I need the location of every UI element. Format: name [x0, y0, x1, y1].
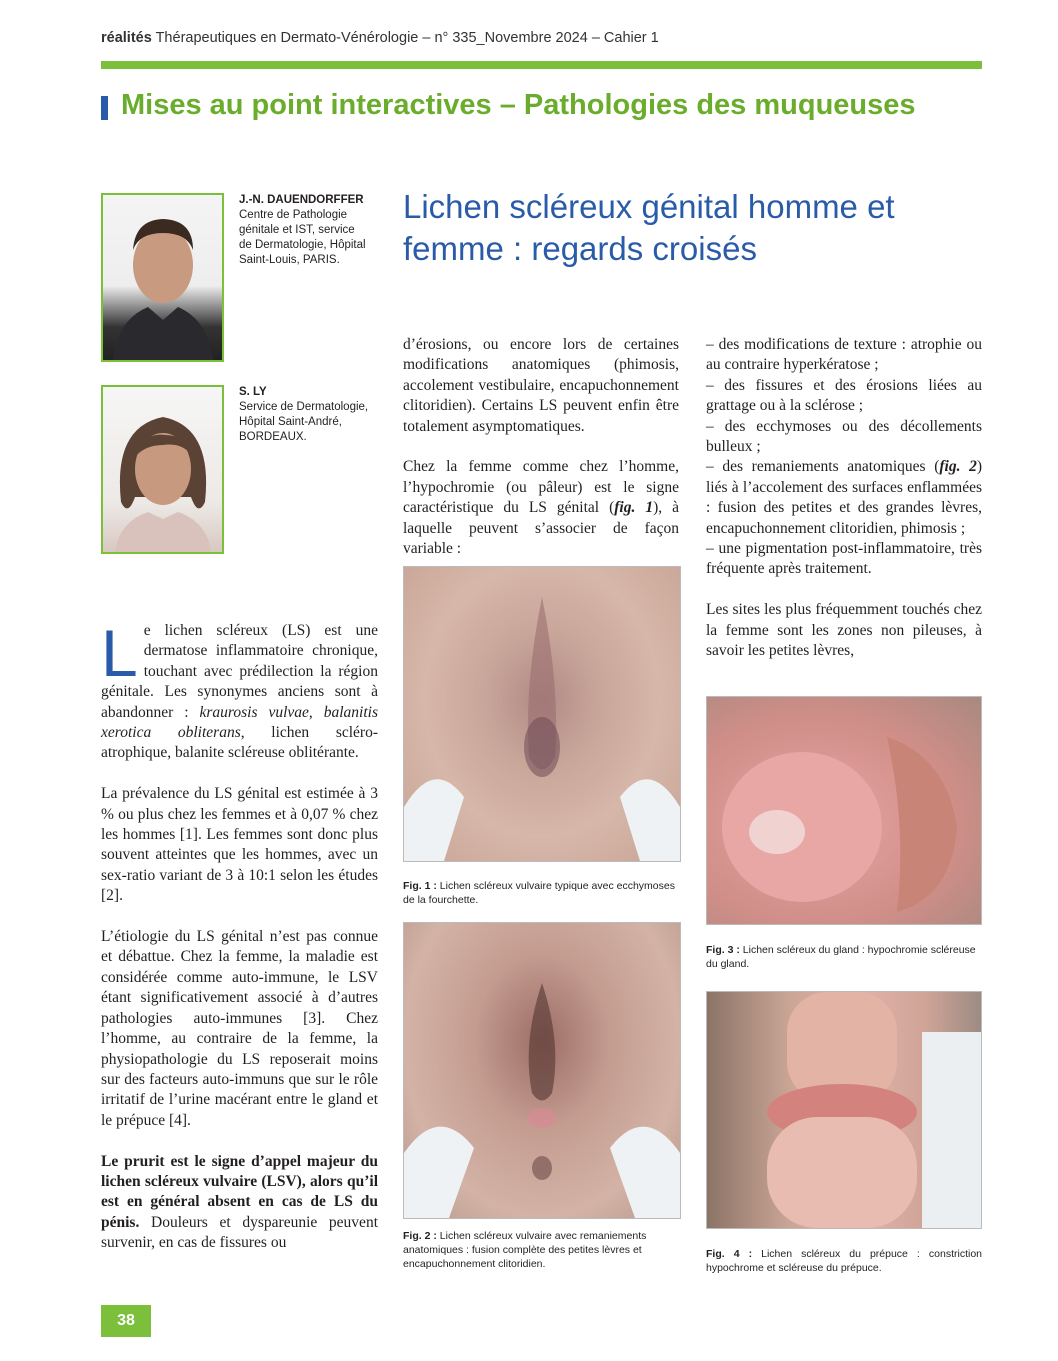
caption-text: Lichen scléreux du prépuce : constriction hypochrome et scléreuse du prépuce.: [706, 1248, 982, 1274]
header-rule: [101, 61, 982, 69]
section-marker: [101, 96, 108, 120]
figure-4-illustration: [707, 992, 981, 1228]
author-affiliation: Centre de Pathologie génitale et IST, service de Dermatologie, Hôpital Saint-Louis, PARIS.: [239, 209, 366, 266]
figure-reference: fig. 1: [614, 499, 654, 517]
italic-term: balanitis xerotica obliterans: [101, 703, 378, 742]
text-run: Douleurs et dyspareunie peuvent survenir, en cas de fissures ou: [101, 1213, 378, 1252]
list-item: – des ecchymoses ou des décollements bulleux ;: [706, 417, 982, 456]
paragraph: L’étiologie du LS génital n’est pas connue et débattue. Chez la femme, la maladie est considérée comme auto-immune, le LSV étant significativement associé à d’autres pathologies auto-immunes [3]. Chez l’homme, au contraire de la femme, la physiopathologie du LS reposerait moins sur des facteurs auto-immuns que sur le rôle irritatif de l’urine macérant entre le gland et le prépuce [4].: [101, 928, 378, 1129]
figure-2-illustration: [404, 923, 680, 1218]
figure-1-image: [403, 566, 681, 862]
drop-cap: L: [101, 616, 138, 690]
figure-1-caption: [403, 879, 681, 907]
figure-3-caption: [706, 943, 982, 971]
page-number: 38: [101, 1305, 151, 1337]
author-block-1: [239, 193, 369, 268]
paragraph: Les sites les plus fréquemment touchés chez la femme sont les zones non pileuses, à savoir les petites lèvres,: [706, 601, 982, 660]
author-block-2: [239, 385, 384, 445]
figure-label: Fig. 1 :: [403, 880, 437, 892]
paragraph: [403, 457, 679, 559]
text-run: e lichen scléreux (LS) est une dermatose inflammatoire chronique, touchant avec prédilection la région génitale. Les synonymes anciens sont à abandonner :: [101, 622, 378, 721]
text-run: Chez la femme comme chez l’homme, l’hypochromie (ou pâleur) est le signe caractéristique du LS génital (: [403, 458, 679, 517]
caption-text: Lichen scléreux du gland : hypochromie scléreuse du gland.: [706, 944, 976, 970]
list-item: – une pigmentation post-inflammatoire, très fréquente après traitement.: [706, 540, 982, 578]
caption-text: Lichen scléreux vulvaire avec remaniements anatomiques : fusion complète des petites lèvres et encapuchonnement clitoridien.: [403, 1230, 647, 1270]
text-run: – des remaniements anatomiques (: [706, 458, 940, 476]
caption-text: Lichen scléreux vulvaire typique avec ecchymoses de la fourchette.: [403, 880, 675, 906]
figure-3-image: [706, 696, 982, 925]
paragraph: d’érosions, ou encore lors de certaines modifications anatomiques (phimosis, accolement vestibulaire, encapuchonnement clitoridien). Certains LS peuvent enfin être totalement asymptomatiques.: [403, 336, 679, 435]
list-item: – des modifications de texture : atrophie ou au contraire hyperkératose ;: [706, 336, 982, 374]
text-column-3: [706, 335, 982, 682]
running-header: [101, 30, 659, 46]
figure-2-caption: [403, 1229, 681, 1271]
figure-label: Fig. 3 :: [706, 944, 740, 956]
figure-reference: fig. 2: [939, 458, 977, 476]
figure-4-image: [706, 991, 982, 1229]
author-photo-2: [101, 385, 224, 554]
section-title: Mises au point interactives – Pathologies des muqueuses: [121, 89, 916, 121]
figure-1-illustration: [404, 567, 680, 861]
portrait-woman-image: [103, 387, 222, 552]
author-photo-1: [101, 193, 224, 362]
header-details: Thérapeutiques en Dermato-Vénérologie – n° 335_Novembre 2024 – Cahier 1: [155, 30, 659, 46]
italic-term: kraurosis vulvae: [199, 703, 309, 721]
text-run: ), à laquelle peuvent s’associer de façon variable :: [403, 499, 679, 558]
text-run: ) liés à l’accolement des surfaces enflammées : fusion des petites et des grandes lèvres, encapuchonnement clitoridien, phimosis ;: [706, 458, 982, 537]
paragraph: La prévalence du LS génital est estimée à 3 % ou plus chez les femmes et à 0,07 % chez les hommes [1]. Les femmes sont donc plus souvent atteintes que les hommes, avec un sex-ratio variant de 3 à 10:1 selon les études [2].: [101, 785, 378, 905]
paragraph: [101, 1152, 378, 1254]
figure-label: Fig. 4 :: [706, 1248, 753, 1260]
bold-statement: Le prurit est le signe d’appel majeur du lichen scléreux vulvaire (LSV), alors qu’il est en général absent en cas de LS du pénis.: [101, 1152, 378, 1231]
list-item: [706, 457, 982, 539]
figure-3-illustration: [707, 697, 981, 924]
figure-2-image: [403, 922, 681, 1219]
figure-4-caption: [706, 1247, 982, 1275]
list-item: – des fissures et des érosions liées au grattage ou à la sclérose ;: [706, 376, 982, 415]
text-run: , lichen scléro-atrophique, balanite scléreuse oblitérante.: [101, 724, 379, 762]
portrait-man-image: [103, 195, 222, 360]
author-affiliation: Service de Dermatologie, Hôpital Saint-André, BORDEAUX.: [239, 401, 369, 443]
text-column-2: [403, 335, 679, 580]
paragraph: [101, 616, 379, 764]
author-name: J.-N. DAUENDORFFER: [239, 194, 364, 206]
text-run: ,: [308, 703, 324, 721]
journal-name: réalités: [101, 30, 152, 46]
author-name: S. LY: [239, 386, 267, 398]
text-column-1: [101, 616, 379, 1274]
figure-label: Fig. 2 :: [403, 1230, 437, 1242]
article-title: Lichen scléreux génital homme et femme : regards croisés: [403, 188, 895, 267]
